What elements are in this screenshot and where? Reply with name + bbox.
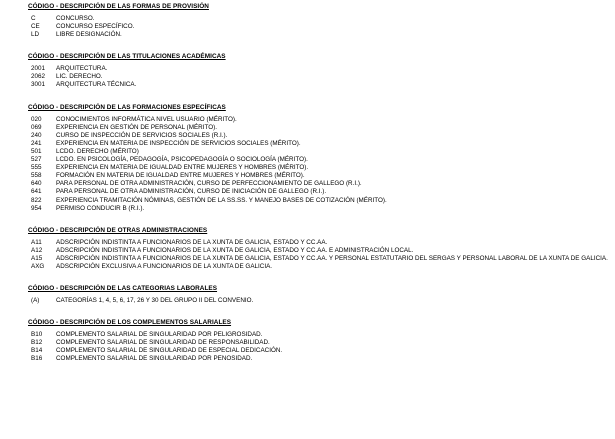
entry-code: 240 [31,131,42,139]
entry-code: 2001 [31,65,46,73]
entry-code: C [31,15,36,22]
entry-code: 501 [31,147,42,155]
entry-description: ARQUITECTURA. [56,65,108,73]
entry-description: CURSO DE INSPECCIÓN DE SERVICIOS SOCIALES (R.I.). [56,131,228,139]
entry-description: LIC. DERECHO. [56,73,103,81]
entry-code: A11 [31,238,42,246]
list-item [28,355,608,363]
entry-code: A15 [31,254,43,262]
entry-description: PERMISO CONDUCIR B (R.I.). [56,204,145,212]
entry-code: B12 [31,339,43,347]
entry-code: B10 [31,331,43,339]
entry-code: LD [31,31,40,39]
entry-code: 527 [31,156,42,164]
entry-code: 822 [31,196,42,204]
section-complementos-salariales [28,319,608,363]
list-item [28,65,608,73]
entry-code: 3001 [31,81,46,89]
entry-code: 640 [31,180,42,188]
list-item [28,156,608,164]
list-item [28,15,608,23]
list-item [28,81,608,89]
entry-description: CONCURSO ESPECÍFICO. [56,23,135,31]
list-item [28,347,608,355]
entry-description: CONCURSO. [56,15,95,22]
section-heading: CÓDIGO - DESCRIPCIÓN DE LAS CATEGORIAS LABORALES [28,285,218,293]
section-otras-administraciones [28,227,608,271]
entry-description: ADSCRIPCIÓN INDISTINTA A FUNCIONARIOS DE LA XUNTA DE GALICIA, ESTADO Y CC.AA. E ADMINISTRACIÓN LOCAL. [56,246,414,254]
entry-code: 954 [31,204,42,212]
list-item [28,255,608,263]
entry-code: B14 [31,347,43,355]
entry-description: PARA PERSONAL DE OTRA ADMINISTRACIÓN, CURSO DE INICIACIÓN DE GALLEGO (R.I.). [56,188,327,196]
entry-code: A12 [31,246,43,254]
section-heading: CÓDIGO - DESCRIPCIÓN DE LOS COMPLEMENTOS SALARIALES [28,319,232,327]
list-item [28,164,608,172]
list-item [28,331,608,339]
entry-description: EXPERIENCIA EN MATERIA DE INSPECCIÓN DE SERVICIOS SOCIALES (MÉRITO). [56,139,301,147]
list-item [28,197,608,205]
entry-description: COMPLEMENTO SALARIAL DE SINGULARIDAD POR PENOSIDAD. [56,355,253,363]
entry-description: CATEGORÍAS 1, 4, 5, 6, 17, 26 Y 30 DEL GRUPO II DEL CONVENIO. [56,297,254,305]
section-categorias-laborales [28,285,608,305]
entry-description: FORMACIÓN EN MATERIA DE IGUALDAD ENTRE MUJERES Y HOMBRES (MÉRITO). [56,172,305,180]
entry-description: EXPERIENCIA TRAMITACIÓN NÓMINAS, GESTIÓN DE LA SS.SS. Y MANEJO BASES DE COTIZACIÓN (MÉRITO). [56,196,387,204]
entry-code: B16 [31,355,43,363]
list-item [28,205,608,213]
list-item [28,140,608,148]
entry-description: LIBRE DESIGNACIÓN. [56,31,122,39]
entry-description: ADSCRIPCIÓN INDISTINTA A FUNCIONARIOS DE LA XUNTA DE GALICIA, ESTADO Y CC.AA. Y PERSONAL ESTATUTARIO DEL SERGAS Y PERSONAL LABORAL DE LA XUNTA DE GALICIA. [56,254,608,262]
list-item [28,188,608,196]
entry-code: 2062 [31,73,46,81]
entry-description: ADSCRIPCIÓN EXCLUSIVA A FUNCIONARIOS DE LA XUNTA DE GALICIA. [56,262,273,270]
list-item [28,31,608,39]
list-item [28,148,608,156]
section-heading: CÓDIGO - DESCRIPCIÓN DE OTRAS ADMINISTRACIONES [28,226,208,234]
section-titulaciones-academicas [28,53,608,89]
list-item [28,124,608,132]
list-item [28,23,608,31]
entry-code: 558 [31,172,42,180]
entry-description: COMPLEMENTO SALARIAL DE SINGULARIDAD DE RESPONSABILIDAD. [56,339,270,347]
list-item [28,132,608,140]
entry-description: COMPLEMENTO SALARIAL DE SINGULARIDAD POR PELIGROSIDAD. [56,331,263,339]
entry-description: EXPERIENCIA EN MATERIA DE IGUALDAD ENTRE MUJERES Y HOMBRES (MÉRITO). [56,164,309,172]
entry-code: CE [31,23,40,31]
document-page [28,3,608,378]
list-item [28,247,608,255]
entry-code: 241 [31,139,42,147]
entry-code: AXG [31,262,45,270]
section-heading: CÓDIGO - DESCRIPCIÓN DE LAS TITULACIONES ACADÉMICAS [28,53,226,61]
entry-description: CONOCIMIENTOS INFORMÁTICA NIVEL USUARIO (MÉRITO). [56,115,237,123]
list-item [28,239,608,247]
entry-code: 069 [31,123,42,131]
entry-code: 555 [31,164,42,172]
section-heading: CÓDIGO - DESCRIPCIÓN DE LAS FORMACIONES ESPECÍFICAS [28,103,226,111]
section-formas-provision [28,3,608,39]
entry-description: COMPLEMENTO SALARIAL DE SINGULARIDAD DE ESPECIAL DEDICACIÓN. [56,347,283,355]
list-item [28,116,608,124]
entry-description: PARA PERSONAL DE OTRA ADMINISTRACIÓN, CURSO DE PERFECCIONAMIENTO DE GALLEGO (R.I.). [56,180,362,188]
section-heading: CÓDIGO - DESCRIPCIÓN DE LAS FORMAS DE PROVISIÓN [28,3,209,10]
entry-code: 020 [31,115,42,123]
entry-description: ARQUITECTURA TÉCNICA. [56,81,137,89]
entry-code: (A) [31,297,40,305]
entry-description: LCDO. DERECHO (MÉRITO) [56,147,139,155]
list-item [28,297,608,305]
entry-description: LCDO. EN PSICOLOGÍA, PEDAGOGÍA, PSICOPEDAGOGÍA O SOCIOLOGÍA (MÉRITO). [56,156,308,164]
entry-description: EXPERIENCIA EN GESTIÓN DE PERSONAL (MÉRITO). [56,123,217,131]
list-item [28,263,608,271]
entry-code: 641 [31,188,42,196]
entry-description: ADSCRIPCIÓN INDISTINTA A FUNCIONARIOS DE LA XUNTA DE GALICIA, ESTADO Y CC.AA. [56,238,328,246]
section-formaciones-especificas [28,104,608,213]
